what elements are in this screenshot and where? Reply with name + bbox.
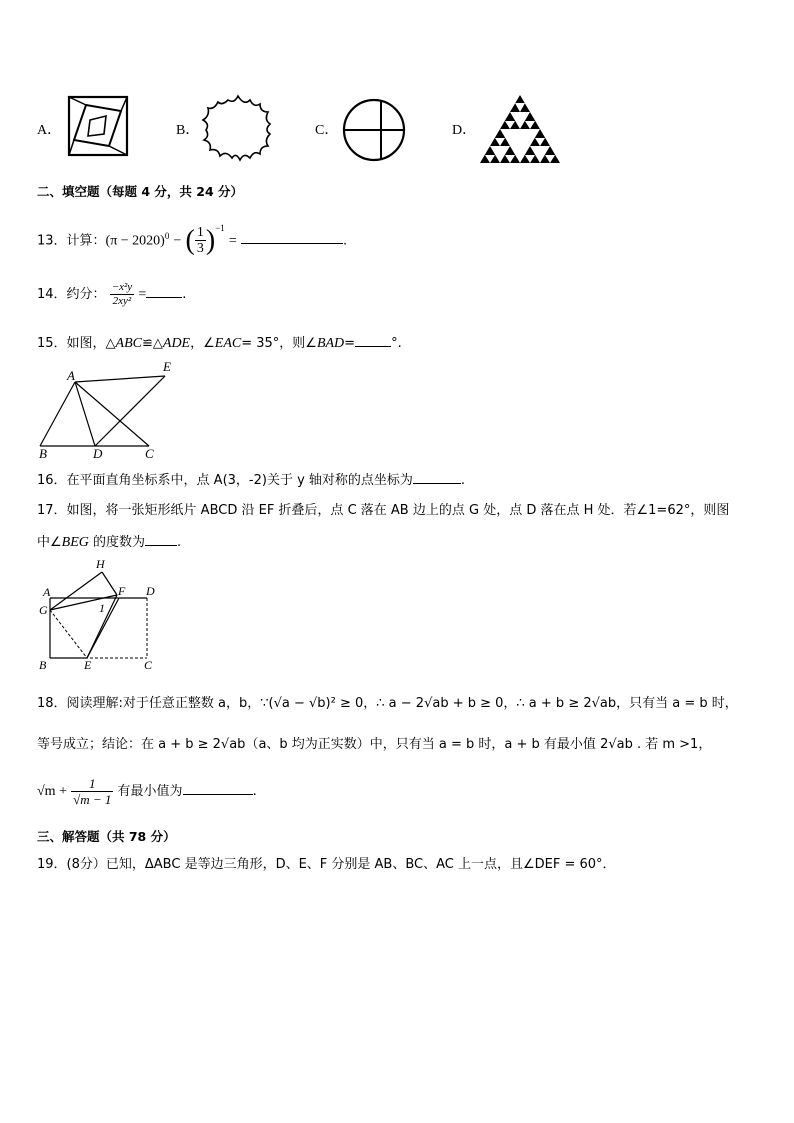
q14-prefix: 14．约分： [37,287,106,302]
fig17-angle-1: 1 [99,601,105,615]
question-15: 15．如图，△ABC≌△ADE，∠EAC= 35°，则∠BAD= °. [37,336,402,351]
option-b-figure [198,92,278,164]
q14-equals: = [138,287,147,302]
q18-fraction: $\frac{1}{√m - 1}$ [73,776,112,807]
q13-answer-blank[interactable] [241,231,343,244]
option-d-figure [478,93,562,165]
option-b-label: B． [176,123,200,138]
q15-figure [37,358,177,458]
q13-prefix: 13．计算： [37,233,106,249]
question-17-line1: 17．如图，将一张矩形纸片 ABCD 沿 EF 折叠后，点 C 落在 AB 边上的点 G 处，点 D 落在点 H 处．若∠1=62°，则图 [37,503,730,518]
fig15-label-d: D [93,446,103,458]
fig17-label-g: G [39,603,48,617]
q17-figure [37,555,167,673]
fig15-label-a: A [67,368,75,383]
fig17-label-a: A [43,585,51,599]
section-solve-heading: 三、解答题（共 78 分） [37,829,176,844]
q17-answer-blank[interactable] [145,533,177,546]
q18-answer-blank[interactable] [183,782,253,795]
question-13: 13．计算：$(\pi - 2020)^0$ − ( $\frac{1}{3}$ )$^{-1}$ = . [37,223,348,257]
option-c-label: C． [315,123,339,138]
option-a-label: A． [37,123,62,138]
q14-fraction: $\frac{\text{−x²y}}{\text{2xy²}}$ [111,281,133,307]
question-14 [37,279,186,311]
q14-answer-blank[interactable] [146,285,182,298]
question-18-line1: 18．阅读理解:对于任意正整数 a，b，∵(√a − √b)² ≥ 0，∴ a − 2√ab + b ≥ 0，∴ a + b ≥ 2√ab，只有当 a = b 时， [37,696,738,711]
fig15-label-c: C [145,446,154,458]
fig17-label-h: H [96,557,105,571]
q13-end: . [342,233,348,249]
fig17-label-e: E [84,658,92,672]
option-a-figure [66,94,130,158]
question-17-line2: 中∠BEG 的度数为 . [37,535,182,550]
question-18-line2: 等号成立；结论：在 a + b ≥ 2√ab（a、b 均为正实数）中，只有当 a = b 时，a + b 有最小值 2√ab . 若 m >1， [37,737,712,752]
q14-end: . [182,287,187,302]
q13-exp: −1 [215,223,225,233]
fig17-label-b: B [39,658,47,672]
question-18-line3: √m + $\frac{1}{√m - 1}$ 有最小值为 . [37,776,257,807]
fig15-label-b: B [39,446,47,458]
q15-answer-blank[interactable] [355,334,391,347]
question-16: 16．在平面直角坐标系中，点 A(3，-2)关于 y 轴对称的点坐标为 . [37,473,466,488]
question-19: 19．(8分）已知，ΔABC 是等边三角形，D、E、F 分别是 AB、BC、AC 上一点，且∠DEF = 60°． [37,857,616,872]
q13-exp0: 0 [164,231,170,241]
fig17-label-d: D [146,584,155,598]
q13-expr: (π − 2020) [105,233,165,249]
fig17-label-f: F [118,584,126,598]
q16-answer-blank[interactable] [413,471,461,484]
fig17-label-c: C [144,658,153,672]
q13-minus: − [173,233,182,249]
option-d-label: D． [452,123,477,138]
q13-fraction: $\frac{1}{3}$ [196,225,204,257]
q13-equals: = [228,233,237,249]
section-fill-in-heading: 二、填空题（每题 4 分，共 24 分） [37,184,244,199]
option-c-figure [340,97,408,163]
fig15-label-e: E [163,359,171,374]
